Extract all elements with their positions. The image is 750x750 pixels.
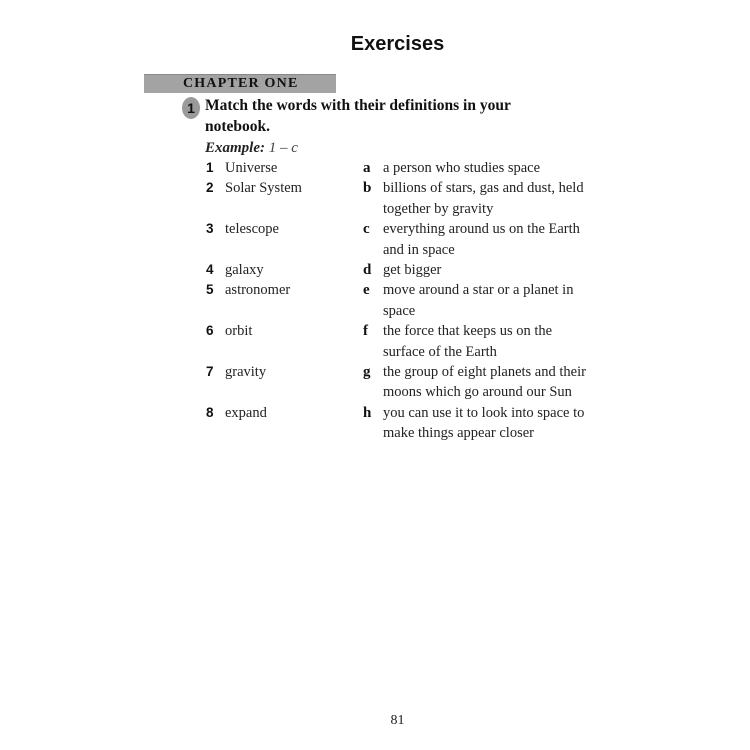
word-number: 2 (206, 180, 214, 196)
definition-letter: b (363, 180, 372, 197)
definition: the force that keeps us on the surface of the Earth (383, 323, 553, 360)
definition: the group of eight planets and their moons which go around our Sun (383, 364, 586, 401)
word: orbit (225, 323, 253, 340)
example-line (205, 138, 298, 158)
list-item (206, 362, 606, 403)
definition-letter: a (363, 160, 371, 176)
list-item (206, 260, 606, 280)
list-item (206, 219, 606, 260)
matching-list (206, 158, 606, 444)
word: galaxy (225, 262, 264, 279)
definition: billions of stars, gas and dust, held together by gravity (383, 180, 584, 217)
definition-letter: f (363, 323, 368, 340)
definition: you can use it to look into space to make things appear closer (383, 404, 585, 442)
page-title: Exercises (350, 33, 445, 55)
list-item (206, 403, 606, 444)
definition: move around a star or a planet in space (383, 282, 574, 319)
definition-letter: d (363, 262, 372, 279)
word-number: 5 (206, 282, 214, 298)
example-label: Example: (205, 140, 265, 156)
definition-letter: g (363, 364, 371, 381)
list-item (206, 158, 606, 178)
word: telescope (225, 221, 279, 238)
word: Solar System (225, 180, 302, 197)
list-item (206, 280, 606, 321)
definition: a person who studies space (383, 160, 541, 176)
list-item (206, 321, 606, 362)
definition: everything around us on the Earth and in space (383, 221, 580, 258)
word-number: 6 (206, 323, 214, 339)
word-number: 1 (206, 160, 214, 175)
definition-letter: c (363, 221, 370, 238)
word-number: 3 (206, 221, 214, 237)
word: gravity (225, 364, 267, 381)
example-value: 1 – c (268, 140, 298, 156)
exercise-instruction: Match the words with their definitions in your notebook. (205, 97, 511, 135)
page-number: 81 (390, 713, 405, 728)
chapter-banner (144, 74, 336, 93)
word-number: 7 (206, 364, 214, 380)
word: expand (225, 404, 267, 421)
word: Universe (225, 160, 278, 176)
word-number: 8 (206, 404, 214, 420)
definition-letter: h (363, 404, 372, 421)
definition: get bigger (383, 262, 442, 279)
word-number: 4 (206, 262, 214, 278)
list-item (206, 178, 606, 219)
chapter-label: CHAPTER ONE (183, 76, 299, 91)
exercise-number-badge: 1 (182, 97, 200, 119)
word: astronomer (225, 282, 291, 299)
definition-letter: e (363, 282, 370, 299)
